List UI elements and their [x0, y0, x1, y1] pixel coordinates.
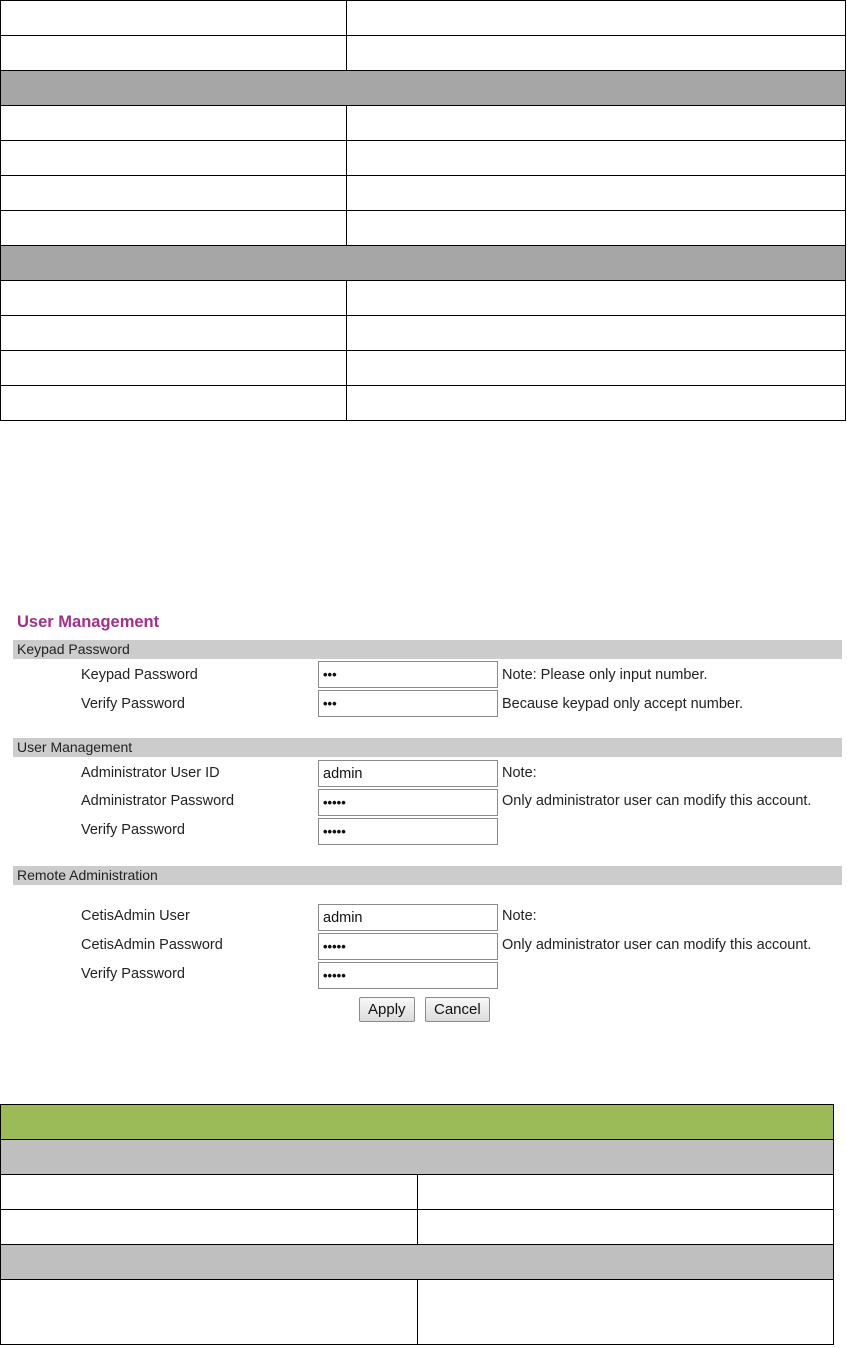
table-row: [1, 351, 846, 386]
table-row: [1, 316, 846, 351]
table-row: [1, 141, 846, 176]
table-header-row: [1, 1105, 834, 1140]
admin-note: Note:: [502, 765, 537, 781]
doc-table-top: [0, 0, 846, 421]
admin-verify-label: Verify Password: [81, 822, 185, 838]
cetis-user-label: CetisAdmin User: [81, 908, 190, 924]
cetis-note: Note:: [502, 908, 537, 924]
keypad-note-2: Because keypad only accept number.: [502, 696, 744, 712]
table-row: [1, 36, 846, 71]
table-row: [1, 176, 846, 211]
table-band-row: [1, 1245, 834, 1280]
section-header-remote-administration: Remote Administration: [13, 866, 842, 885]
admin-user-id-label: Administrator User ID: [81, 765, 220, 781]
table-band-row: [1, 246, 846, 281]
page-title: User Management: [17, 613, 160, 631]
cetis-password-input[interactable]: [318, 933, 498, 960]
admin-user-id-input[interactable]: [318, 760, 498, 787]
table-row: [1, 106, 846, 141]
cetis-user-input[interactable]: [318, 904, 498, 931]
keypad-verify-label: Verify Password: [81, 696, 185, 712]
table-row: [1, 211, 846, 246]
keypad-password-label: Keypad Password: [81, 667, 198, 683]
cetis-note-2: Only administrator user can modify this account.: [502, 937, 812, 953]
keypad-note: Note: Please only input number.: [502, 667, 708, 683]
table-row: [1, 1, 846, 36]
table-row: [1, 1175, 834, 1210]
admin-note-2: Only administrator user can modify this account.: [502, 793, 812, 809]
keypad-password-input[interactable]: [318, 661, 498, 688]
cetis-verify-input[interactable]: [318, 962, 498, 989]
table-row: [1, 281, 846, 316]
cetis-password-label: CetisAdmin Password: [81, 937, 223, 953]
section-header-keypad: Keypad Password: [13, 640, 842, 659]
table-row: [1, 1280, 834, 1345]
table-band-row: [1, 1140, 834, 1175]
apply-button[interactable]: Apply: [359, 997, 415, 1022]
section-header-user-management: User Management: [13, 738, 842, 757]
table-row: [1, 1210, 834, 1245]
cancel-button[interactable]: Cancel: [425, 997, 490, 1022]
admin-password-input[interactable]: [318, 789, 498, 816]
admin-verify-input[interactable]: [318, 818, 498, 845]
keypad-verify-input[interactable]: [318, 690, 498, 717]
admin-password-label: Administrator Password: [81, 793, 235, 809]
table-row: [1, 386, 846, 421]
cetis-verify-label: Verify Password: [81, 966, 185, 982]
table-band-row: [1, 71, 846, 106]
doc-table-bottom: [0, 1104, 834, 1345]
